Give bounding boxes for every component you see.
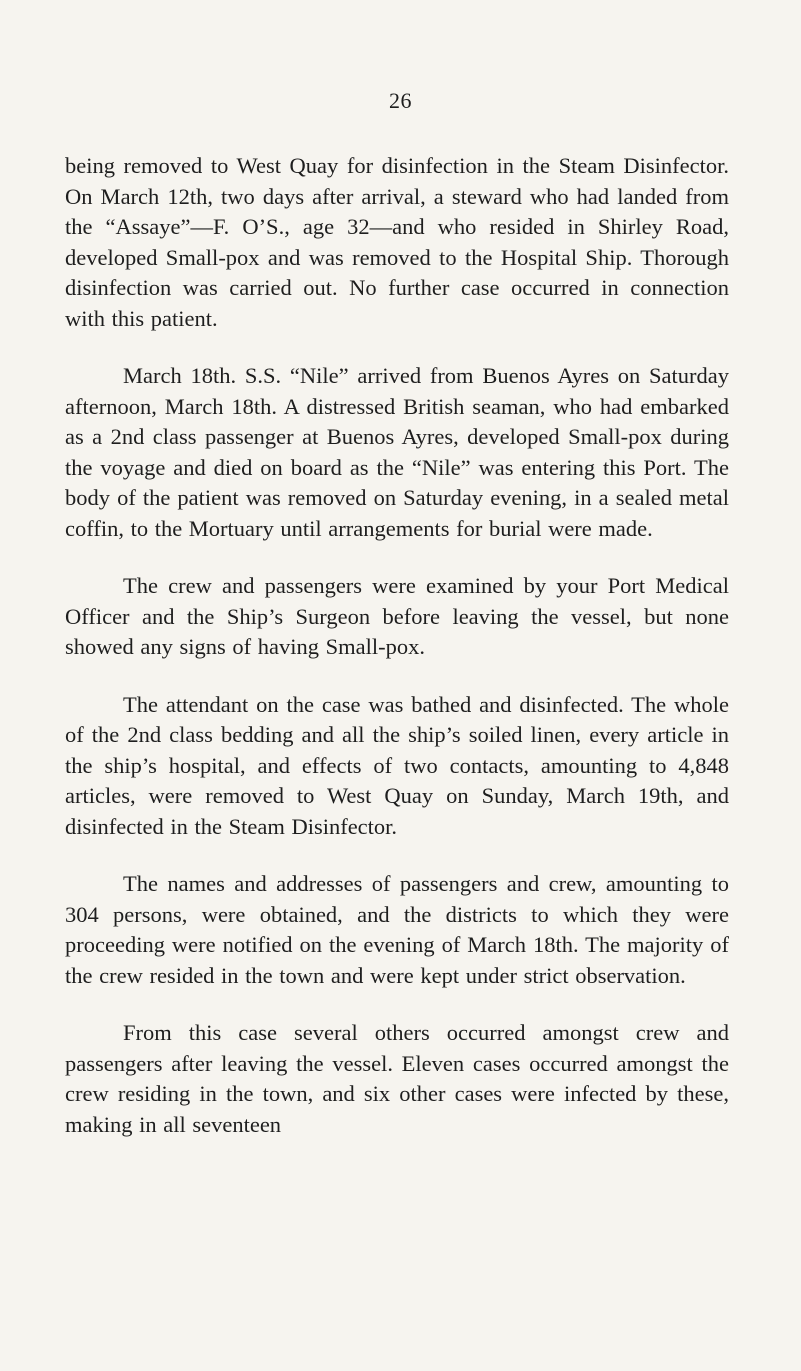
- paragraph-nile-arrival: March 18th. S.S. “Nile” arrived from Buenos Ayres on Saturday afternoon, March 18th. A distressed British seaman, who had embarked as a 2nd class passenger at Buenos Ayres, developed Small-pox during the voyage and died on board as the “Nile” was entering this Port. The body of the patient was removed on Saturday evening, in a sealed metal coffin, to the Mortuary until arrangements for burial were made.: [65, 363, 729, 541]
- paragraph-continuation: being removed to West Quay for disinfection in the Steam Disinfector. On March 12th, two days after arrival, a steward who had landed from the “Assaye”—F. O’S., age 32—and who resided in Shirley Road, developed Small-pox and was removed to the Hospital Ship. Thorough disinfection was carried out. No further case occurred in connection with this patient.: [65, 153, 729, 331]
- page-number: 26: [389, 88, 412, 113]
- paragraph-disinfection: The attendant on the case was bathed and disinfected. The whole of the 2nd class bedding and all the ship’s soiled linen, every article in the ship’s hospital, and effects of two contacts, amounting to 4,848 articles, were removed to West Quay on Sunday, March 19th, and disinfected in the Steam Disinfector.: [65, 691, 729, 839]
- document-body: [65, 151, 729, 1140]
- paragraph-names-addresses: The names and addresses of passengers and crew, amounting to 304 persons, were obtained, and the districts to which they were proceeding were notified on the evening of March 18th. The majority of the crew resided in the town and were kept under strict observation.: [65, 871, 729, 988]
- paragraph-crew-examination: The crew and passengers were examined by your Port Medical Officer and the Ship’s Surgeon before leaving the vessel, but none showed any signs of having Small-pox.: [65, 573, 729, 659]
- paragraph-further-cases: From this case several others occurred amongst crew and passengers after leaving the vessel. Eleven cases occurred amongst the crew residing in the town, and six other cases were infected by these, making in all seventeen: [65, 1020, 729, 1137]
